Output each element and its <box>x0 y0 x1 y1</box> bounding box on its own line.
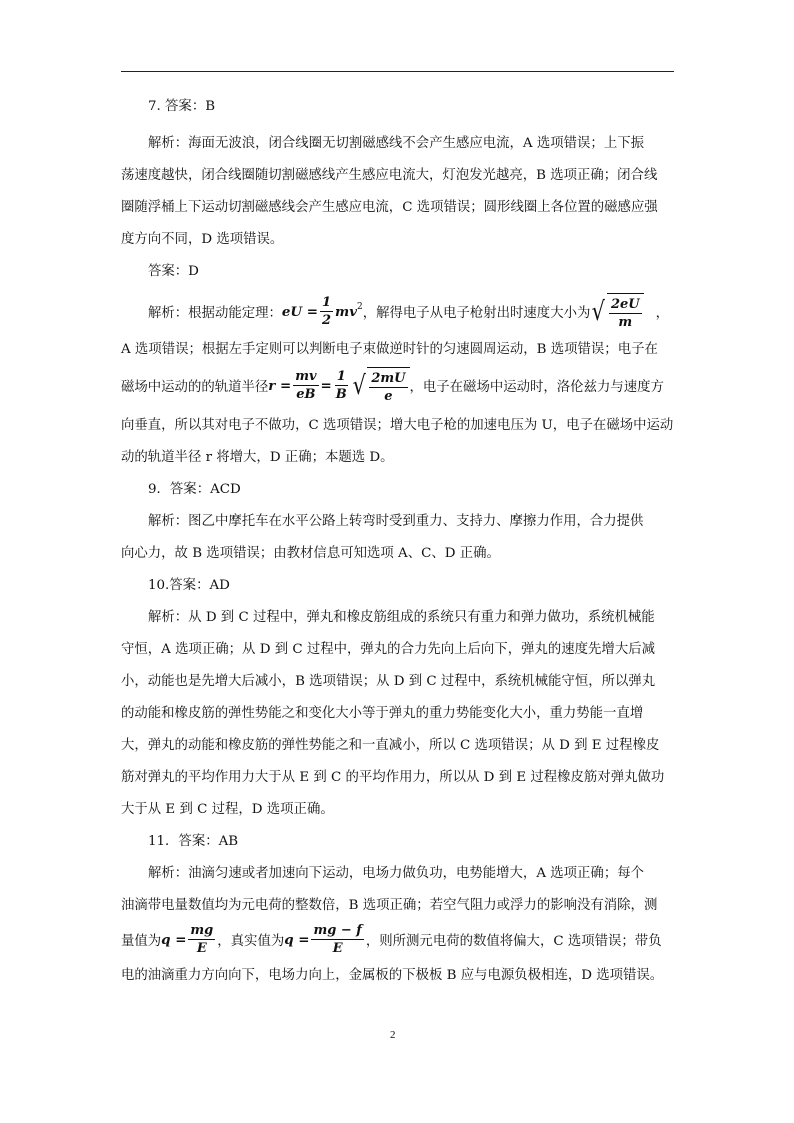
q10-line-4: 的动能和橡皮筋的弹性势能之和变化大小等于弹丸的重力势能变化大小，重力势能一直增 <box>121 705 644 721</box>
q8-half-fraction <box>320 294 333 329</box>
q11-l3-a: 量值为 <box>121 934 162 949</box>
q8-frac-1-b <box>334 368 349 403</box>
q8-f2-num: 1 <box>336 369 346 384</box>
q9-line-1: 解析：图乙中摩托车在水平公路上转弯时受到重力、支持力、摩擦力作用，合力提供 <box>148 513 644 529</box>
q8-line-1 <box>121 292 674 332</box>
q11-q1: q = <box>161 931 187 948</box>
q11-line-3 <box>121 920 674 960</box>
q8-line-3 <box>121 366 674 406</box>
q8-sqrt-2 <box>351 367 410 405</box>
q7-answer: 7. 答案：B <box>148 99 216 114</box>
q8-root2-num: 2mU <box>371 370 406 386</box>
q8-l3-suffix: ，电子在磁场中运动时，洛伦兹力与速度方 <box>409 380 664 395</box>
q10-line-6: 筋对弹丸的平均作用力大于从 E 到 C 的平均作用力，所以从 D 到 E 过程橡皮筋对弹丸做功 <box>121 769 665 785</box>
q8-root2-fraction <box>369 370 407 405</box>
q8-l1-prefix: 解析：根据动能定理： <box>148 306 282 321</box>
q11-line-2: 油滴带电量数值均为元电荷的整数倍，B 选项正确；若空气阻力或浮力的影响没有消除，测 <box>121 897 658 913</box>
q11-frac-mgf-e <box>311 922 363 957</box>
q11-q2: q = <box>284 931 310 948</box>
q11-f2-den: E <box>332 941 343 956</box>
q8-half-num: 1 <box>322 295 332 310</box>
q9-answer: 9．答案：ACD <box>148 481 241 497</box>
q10-line-5: 大，弹丸的动能和橡皮筋的弹性势能之和一直减小，所以 C 选项错误；从 D 到 E 过程橡皮 <box>121 737 660 753</box>
q8-half-den: 2 <box>322 313 332 328</box>
q8-f1-den: eB <box>296 387 316 402</box>
q8-eq-eu: eU = <box>281 303 318 320</box>
q8-eq-sign: = <box>320 377 332 394</box>
q8-f1-num: mv <box>295 369 317 384</box>
q8-f2-den: B <box>335 387 347 402</box>
q11-l3-c: ，则所测元电荷的数值将偏大，C 选项错误；带负 <box>365 934 662 949</box>
q8-sup: 2 <box>357 301 363 312</box>
q11-f2-num: mg − f <box>313 923 362 938</box>
q8-frac-mv-eb <box>293 368 318 403</box>
radical-icon: √ <box>592 296 606 327</box>
q8-l3-prefix: 磁场中运动的的轨道半径 <box>121 380 269 395</box>
q8-mv: mv <box>335 303 357 320</box>
q10-line-1: 解析：从 D 到 C 过程中，弹丸和橡皮筋组成的系统只有重力和弹力做功，系统机械能 <box>148 609 655 625</box>
q11-l3-b: ，真实值为 <box>217 934 285 949</box>
q10-answer: 10.答案：AD <box>148 577 230 593</box>
q8-root-fraction <box>609 296 642 331</box>
q8-sqrt-1 <box>590 293 643 331</box>
q10-line-2: 守恒，A 选项正确；从 D 到 C 过程中，弹丸的合力先向上后向下，弹丸的速度先增大后减 <box>121 641 655 657</box>
q8-l1-middle: ，解得电子从电子枪射出时速度大小为 <box>362 306 591 321</box>
q7-line-1: 解析：海面无波浪，闭合线圈无切割磁感线不会产生感应电流，A 选项错误；上下振 <box>148 135 644 151</box>
q8-line-2: A 选项错误；根据左手定则可以判断电子束做逆时针的匀速圆周运动，B 选项错误；电子在 <box>121 341 658 357</box>
q9-line-2: 向心力，故 B 选项错误；由教材信息可知选项 A、C、D 正确。 <box>121 545 500 561</box>
radical-icon: √ <box>352 370 366 401</box>
q11-line-4: 电的油滴重力方向向下，电场力向上，金属板的下极板 B 应与电源负极相连，D 选项错误。 <box>121 967 664 983</box>
q8-r: r = <box>268 377 292 394</box>
q8-root2-den: e <box>384 388 393 404</box>
q8-line-4: 向垂直，所以其对电子不做功，C 选项错误；增大电子枪的加速电压为 U，电子在磁场中运动 <box>121 417 674 433</box>
q11-f1-den: E <box>196 941 207 956</box>
q7-line-2: 荡速度越快，闭合线圈随切割磁感线产生感应电流大，灯泡发光越亮，B 选项正确；闭合线 <box>121 167 658 183</box>
q10-line-3: 小，动能也是先增大后减小，B 选项错误；从 D 到 C 过程中，系统机械能守恒，所以弹丸 <box>121 673 656 689</box>
q11-line-1: 解析：油滴匀速或者加速向下运动，电场力做负功，电势能增大，A 选项正确；每个 <box>148 865 644 881</box>
q8-line-5: 动的轨道半径 r 将增大，D 正确；本题选 D。 <box>121 449 394 465</box>
q8-root-den: m <box>618 314 633 330</box>
q8-root-num: 2eU <box>610 296 640 312</box>
q11-answer: 11．答案：AB <box>148 833 239 849</box>
page-content <box>121 97 674 986</box>
q11-f1-num: mg <box>190 923 214 938</box>
page-number: 2 <box>390 1029 396 1041</box>
q11-frac-mg-e <box>188 922 215 957</box>
q8-l1-end: ， <box>655 306 669 321</box>
q8-answer: 答案：D <box>148 263 199 279</box>
q7-line-4: 度方向不同，D 选项错误。 <box>121 231 284 247</box>
header-rule <box>121 71 674 72</box>
q7-line-3: 圈随浮桶上下运动切割磁感线会产生感应电流，C 选项错误；圆形线圈上各位置的磁感应强 <box>121 199 658 215</box>
q10-line-7: 大于从 E 到 C 过程，D 选项正确。 <box>121 801 334 817</box>
